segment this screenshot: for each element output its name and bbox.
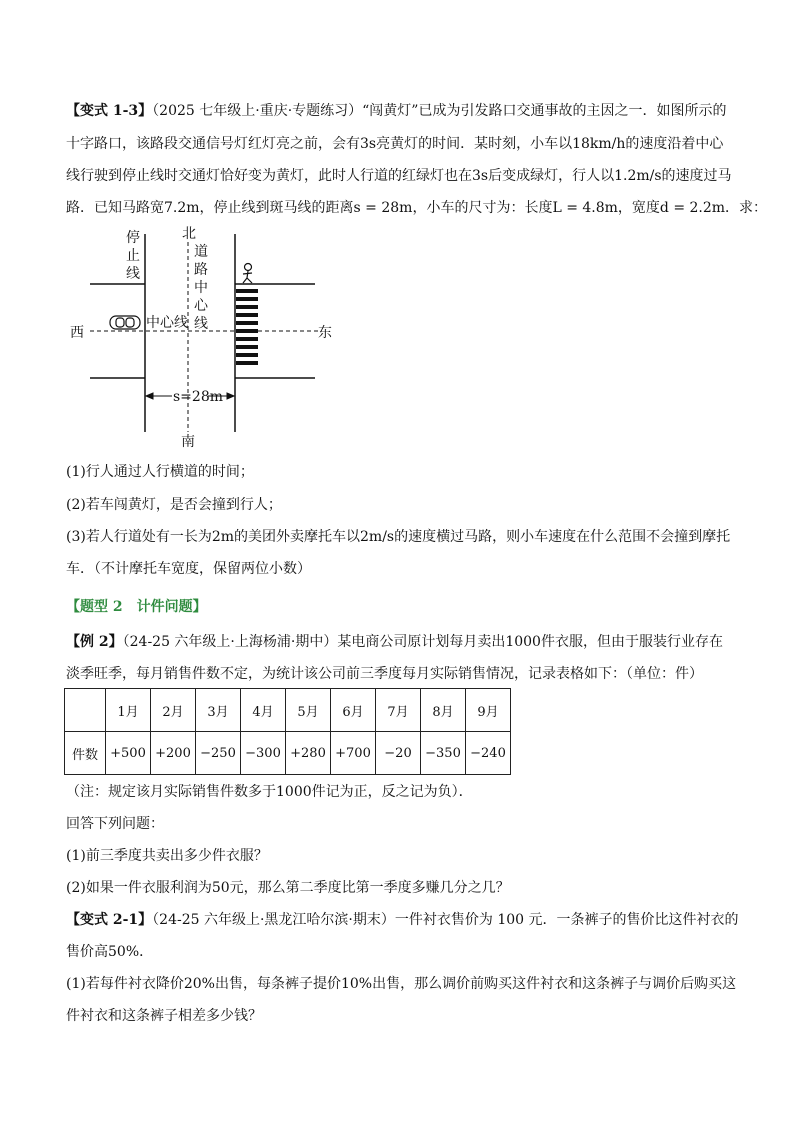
problem3-line1: 【变式 2-1】（24-25 六年级上·黑龙江哈尔滨·期末）一件衬衣售价为 100 元．一条裤子的售价比这件衬衣的 (66, 912, 739, 928)
road-center-char-3: 中 (194, 280, 208, 296)
problem2-line1: 【例 2】（24-25 六年级上·上海杨浦·期中）某电商公司原计划每月卖出1000件衣服，但由于服装行业存在 (66, 634, 723, 650)
road-center-char-1: 道 (194, 244, 208, 260)
problem1-q3-line1: (3)若人行道处有一长为2m的美团外卖摩托车以2m/s的速度横过马路，则小车速度在什么范围不会撞到摩托 (66, 529, 731, 545)
stop-line-char-3: 线 (126, 266, 140, 282)
problem1-line3: 线行驶到停止线时交通灯恰好变为黄灯，此时人行道的红绿灯也在3s后变成绿灯，行人以1.2m/s的速度过马 (66, 168, 732, 184)
section-title: 【题型 2 计件问题】 (66, 599, 207, 615)
problem1-tag: 【变式 1-3】 (66, 103, 153, 119)
month-header: 8月 (421, 689, 466, 732)
month-header: 3月 (196, 689, 241, 732)
value-cell: +700 (331, 732, 376, 775)
value-cell: −240 (466, 732, 511, 775)
value-cell: +280 (286, 732, 331, 775)
zebra-crossing (236, 289, 258, 365)
problem2-q2: (2)如果一件衣服利润为50元，那么第二季度比第一季度多赚几分之几？ (66, 880, 510, 896)
problem2-q1: (1)前三季度共卖出多少件衣服？ (66, 848, 268, 864)
row-label: 件数 (65, 732, 106, 775)
month-header: 7月 (376, 689, 421, 732)
value-cell: −350 (421, 732, 466, 775)
problem2-answer-intro: 回答下列问题： (66, 816, 164, 832)
east-label: 东 (318, 325, 332, 341)
month-header: 2月 (151, 689, 196, 732)
road-center-char-4: 心 (194, 298, 208, 314)
month-header: 4月 (241, 689, 286, 732)
problem1-q3-line2: 车．（不计摩托车宽度，保留两位小数） (66, 561, 311, 577)
problem1-q1: (1)行人通过人行横道的时间； (66, 464, 254, 480)
value-cell: −250 (196, 732, 241, 775)
problem3-q1-line2: 件衬衣和这条裤子相差多少钱？ (66, 1008, 262, 1024)
car-icon (110, 316, 140, 329)
value-cell: +500 (106, 732, 151, 775)
distance-label: s=28m (173, 389, 224, 405)
table-corner-cell (65, 689, 106, 732)
month-header: 9月 (466, 689, 511, 732)
table-data-row (65, 732, 511, 775)
intersection-diagram (60, 220, 350, 452)
value-cell: −20 (376, 732, 421, 775)
pedestrian-icon (243, 264, 252, 284)
problem1-q2: (2)若车闯黄灯，是否会撞到行人； (66, 497, 282, 513)
month-header: 5月 (286, 689, 331, 732)
problem2-line2: 淡季旺季，每月销售件数不定，为统计该公司前三季度每月实际销售情况，记录表格如下：（单位：件） (66, 666, 703, 682)
west-label: 西 (70, 325, 84, 341)
value-cell: +200 (151, 732, 196, 775)
center-line-label: 中心线 (146, 315, 188, 331)
south-label: 南 (181, 434, 195, 450)
month-header: 6月 (331, 689, 376, 732)
sales-table (64, 688, 511, 775)
stop-line-char-2: 止 (126, 248, 140, 264)
problem3-tag: 【变式 2-1】 (66, 912, 153, 928)
problem1-line1: 【变式 1-3】（2025 七年级上·重庆·专题练习）“闯黄灯”已成为引发路口交通事故的主因之一．如图所示的 (66, 103, 727, 119)
month-header: 1月 (106, 689, 151, 732)
value-cell: −300 (241, 732, 286, 775)
problem3-line2: 售价高50%． (66, 944, 154, 960)
problem2-tag: 【例 2】 (66, 634, 123, 650)
stop-line-char-1: 停 (126, 230, 140, 246)
road-center-char-5: 线 (194, 316, 208, 332)
problem3-q1-line1: (1)若每件衬衣降价20%出售，每条裤子提价10%出售，那么调价前购买这件衬衣和这条裤子与调价后购买这 (66, 976, 737, 992)
problem1-line2: 十字路口，该路段交通信号灯红灯亮之前，会有3s亮黄灯的时间．某时刻，小车以18km/h的速度沿着中心 (66, 136, 724, 152)
table-header-row (65, 689, 511, 732)
problem2-note: （注：规定该月实际销售件数多于1000件记为正，反之记为负）． (66, 784, 473, 800)
problem1-line4: 路．已知马路宽7.2m，停止线到斑马线的距离s = 28m，小车的尺寸为：长度L = 4.8m，宽度d = 2.2m．求： (66, 200, 768, 216)
road-center-char-2: 路 (194, 262, 208, 278)
north-label: 北 (182, 226, 196, 242)
